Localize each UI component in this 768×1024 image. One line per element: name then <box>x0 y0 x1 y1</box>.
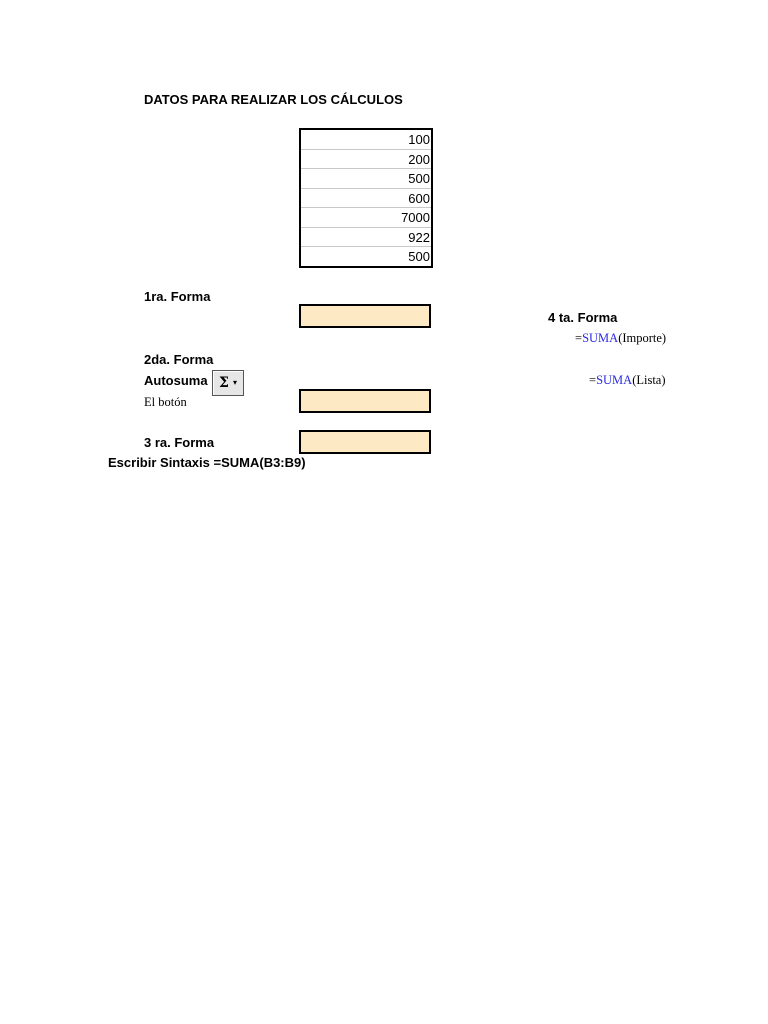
forma1-label: 1ra. Forma <box>144 289 211 304</box>
data-cell[interactable]: 922 <box>301 228 431 248</box>
data-table <box>299 128 433 268</box>
forma3-result-cell[interactable] <box>299 430 431 454</box>
data-cell[interactable]: 200 <box>301 150 431 170</box>
sigma-icon: Σ <box>219 375 229 391</box>
data-cell[interactable]: 600 <box>301 189 431 209</box>
autosum-button[interactable] <box>212 370 244 396</box>
forma4-formula-lista <box>589 373 666 388</box>
equals-sign: = <box>575 331 583 345</box>
function-argument: (Importe) <box>618 331 667 345</box>
forma2-result-cell[interactable] <box>299 389 431 413</box>
autosuma-label: Autosuma <box>144 373 208 388</box>
equals-sign: = <box>589 373 597 387</box>
forma2-label: 2da. Forma <box>144 352 214 367</box>
function-argument: (Lista) <box>632 373 666 387</box>
page-title: DATOS PARA REALIZAR LOS CÁLCULOS <box>144 92 403 107</box>
forma2-caption: El botón <box>144 395 187 409</box>
function-name: SUMA <box>596 373 633 387</box>
data-cell[interactable]: 100 <box>301 130 431 150</box>
forma4-formula-importe <box>575 331 666 346</box>
data-cell[interactable]: 500 <box>408 249 430 264</box>
forma1-result-cell[interactable] <box>299 304 431 328</box>
forma4-label: 4 ta. Forma <box>548 310 618 325</box>
forma3-syntax: Escribir Sintaxis =SUMA(B3:B9) <box>108 455 306 470</box>
data-cell[interactable]: 500 <box>301 169 431 189</box>
data-cell[interactable]: 7000 <box>301 208 431 228</box>
chevron-down-icon: ▾ <box>232 378 237 387</box>
function-name: SUMA <box>582 331 619 345</box>
forma3-label: 3 ra. Forma <box>144 435 215 450</box>
